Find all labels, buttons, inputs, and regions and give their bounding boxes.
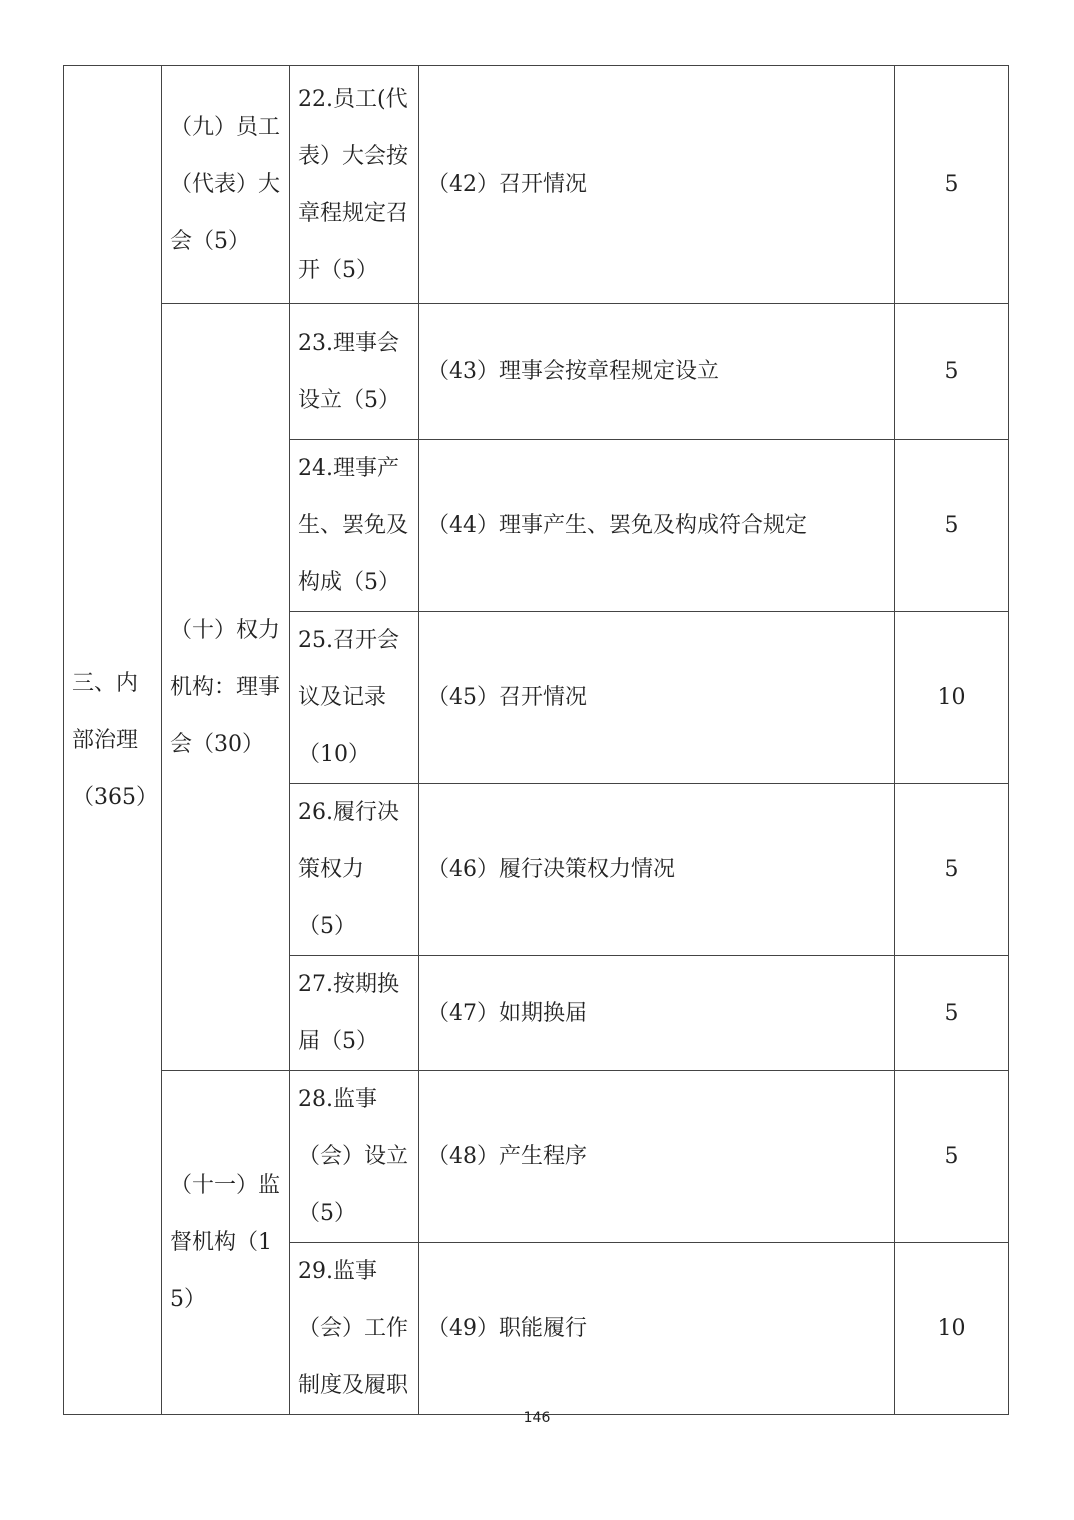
- score-cell: 5: [895, 956, 1009, 1071]
- criterion-cell: （45）召开情况: [419, 612, 895, 784]
- group-cell: （九）员工（代表）大会（5）: [162, 66, 290, 304]
- item-cell: 26.履行决策权力（5）: [290, 784, 419, 956]
- item-cell: 22.员工(代表）大会按章程规定召开（5）: [290, 66, 419, 304]
- criterion-cell: （46）履行决策权力情况: [419, 784, 895, 956]
- criterion-cell: （48）产生程序: [419, 1071, 895, 1243]
- score-cell: 5: [895, 784, 1009, 956]
- category-cell: 三、内部治理（365）: [64, 66, 162, 1415]
- score-cell: 10: [895, 1243, 1009, 1415]
- table-row: [64, 66, 1009, 304]
- criterion-cell: （49）职能履行: [419, 1243, 895, 1415]
- item-cell: 25.召开会议及记录（10）: [290, 612, 419, 784]
- score-cell: 5: [895, 440, 1009, 612]
- page-number: 146: [523, 1410, 551, 1426]
- item-cell: 28.监事（会）设立（5）: [290, 1071, 419, 1243]
- table-row: [64, 304, 1009, 440]
- score-cell: 5: [895, 1071, 1009, 1243]
- item-cell: 23.理事会设立（5）: [290, 304, 419, 440]
- criterion-cell: （44）理事产生、罢免及构成符合规定: [419, 440, 895, 612]
- criterion-cell: （43）理事会按章程规定设立: [419, 304, 895, 440]
- criterion-cell: （42）召开情况: [419, 66, 895, 304]
- score-cell: 10: [895, 612, 1009, 784]
- score-cell: 5: [895, 304, 1009, 440]
- evaluation-table: [63, 65, 1009, 1415]
- item-cell: 27.按期换届（5）: [290, 956, 419, 1071]
- criterion-cell: （47）如期换届: [419, 956, 895, 1071]
- score-cell: 5: [895, 66, 1009, 304]
- item-cell: 24.理事产生、罢免及构成（5）: [290, 440, 419, 612]
- group-cell: （十）权力机构：理事会（30）: [162, 304, 290, 1071]
- item-cell: 29.监事（会）工作制度及履职: [290, 1243, 419, 1415]
- table-row: [64, 1071, 1009, 1243]
- group-cell: （十一）监督机构（15）: [162, 1071, 290, 1415]
